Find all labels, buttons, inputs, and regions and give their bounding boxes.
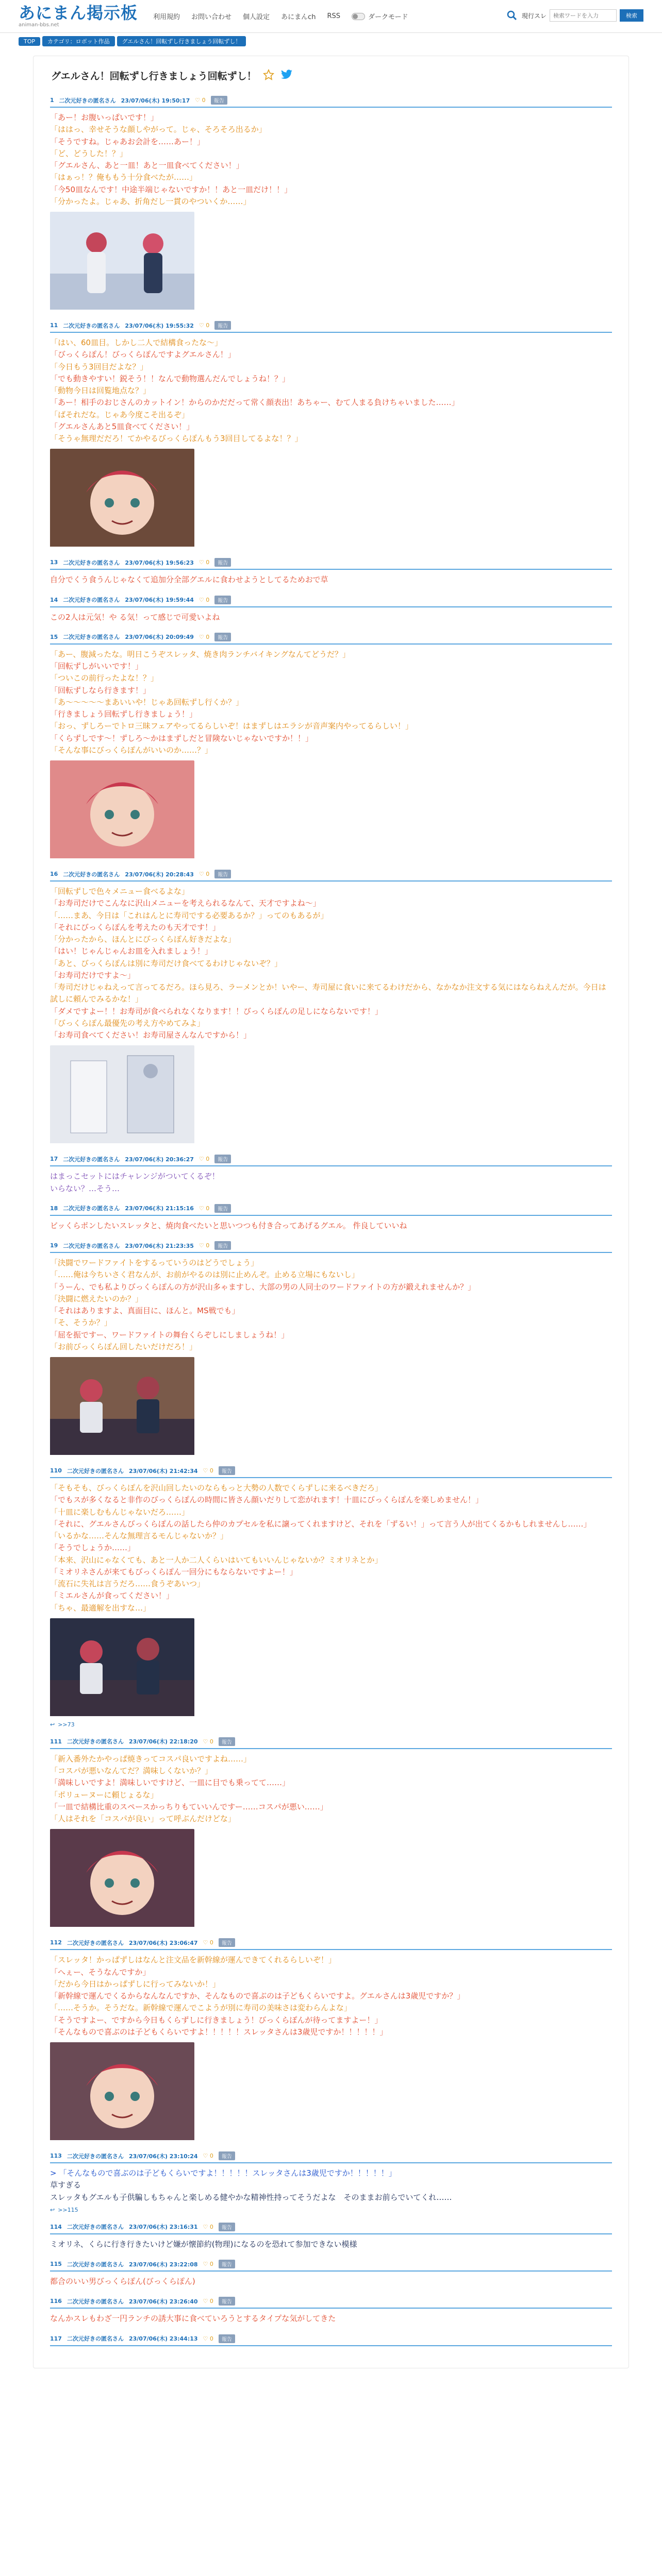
report-button[interactable]: 報告	[214, 596, 231, 604]
post-author: 二次元好きの匿名さん	[67, 2224, 124, 2231]
report-button[interactable]: 報告	[214, 1241, 231, 1250]
post-body-line: 「はい！じゃんじゃんお皿を入れましょう！」	[50, 946, 213, 956]
report-button[interactable]: 報告	[219, 1938, 235, 1947]
post	[43, 96, 619, 312]
post-body-line: なんかスレもわざ一円ランチの誘大事に食べていろうとするタイプな気がしてきた	[50, 2314, 336, 2324]
post-body-line: 「新幹線で運んでくるからなんなんですか、そんなもので喜ぶのは子どもくらいですよ。グエルさんは3歳児ですか？」	[50, 1991, 465, 2001]
dark-mode-label: ダークモード	[368, 13, 408, 21]
post-number[interactable]: 117	[50, 2335, 62, 2342]
post-header	[50, 870, 612, 882]
post-header	[50, 1241, 612, 1253]
heart-icon: ♡	[198, 1242, 206, 1249]
heart-icon: ♡	[198, 633, 206, 640]
post-date: 23/07/06(木) 23:26:40	[128, 2298, 198, 2305]
post-body-line: 「そうゃ無理だだろ！てかやるびっくらぽんもう3回目してるよな！？」	[50, 434, 303, 443]
post-author: 二次元好きの匿名さん	[67, 2261, 124, 2268]
post-number[interactable]: 18	[50, 1205, 58, 1212]
post-header	[50, 2151, 612, 2163]
like-button[interactable]	[203, 1467, 213, 1474]
like-button[interactable]	[199, 871, 209, 877]
post-body-line: 「人はそれを「コスパが良い」って呼ぶんだけどな」	[50, 1814, 236, 1823]
post-header	[50, 596, 612, 607]
post-body-line: 「……そうか。そうだな。新幹線で運んでこようが別に寿司の美味さは変わらんよな」	[50, 2003, 352, 2013]
thread-container	[33, 56, 629, 2368]
post-number[interactable]: 14	[50, 596, 58, 603]
like-button[interactable]	[199, 597, 209, 603]
breadcrumb-category[interactable]: カテゴリ：ロボット作品	[42, 36, 115, 46]
post-number[interactable]: 15	[50, 633, 58, 640]
post-author: 二次元好きの匿名さん	[63, 1156, 120, 1163]
report-button[interactable]: 報告	[214, 1155, 231, 1163]
report-button[interactable]: 報告	[214, 321, 231, 330]
post-body-line: 「そ、そうか？」	[50, 1318, 112, 1328]
like-button[interactable]	[203, 2224, 213, 2230]
post-body-line: はまっこセットにはチャレンジがついてくるぞ！	[50, 1172, 220, 1181]
post	[43, 1938, 619, 2142]
report-button[interactable]: 報告	[219, 1466, 235, 1475]
post-author: 二次元好きの匿名さん	[67, 2335, 124, 2342]
report-button[interactable]: 報告	[219, 2151, 235, 2160]
post-body-line: 草すぎる	[50, 2180, 81, 2190]
heart-icon: ♡	[203, 1467, 210, 1474]
post-date: 23/07/06(木) 20:28:43	[125, 871, 194, 878]
report-button[interactable]: 報告	[219, 2260, 235, 2268]
post-body-line: 「ポリューヌーに頼じょるな」	[50, 1790, 158, 1800]
post-body-line: 「流石に失礼は言うだろ……食うぞあいつ」	[50, 1579, 205, 1588]
post-body-line: 「屈を振ですー、ワードファイトの舞台くらぞしにしましょうね！」	[50, 1330, 289, 1340]
heart-icon: ♡	[195, 97, 202, 104]
post-date: 23/07/06(木) 22:18:20	[128, 1738, 198, 1745]
heart-icon: ♡	[198, 596, 206, 603]
post-body-line: 「あー、腹減ったな。明日こうぞスレッタ、焼き肉ランチバイキングなんてどうだ？」	[50, 649, 351, 659]
like-count: 0	[206, 871, 210, 877]
post-body-line: 「はい、60皿目。しかし二人で結構食ったな～」	[50, 338, 223, 347]
post-author: 二次元好きの匿名さん	[63, 559, 120, 566]
post-body-line: 「コスパが悪いなんてだ？満味しくないか？」	[50, 1766, 213, 1775]
post-body-line: 「そうでしょうか……」	[50, 1543, 136, 1553]
post-header	[50, 1466, 612, 1478]
post-body-line: ミオリネ、くらに行き行きたいけど嫌が懐節約(物理)になるのを恐れて参加できない模様	[50, 2239, 357, 2249]
post-body-line: 「お前びっくらぽん回したいだけだろ！」	[50, 1342, 197, 1351]
post-body-line: 都合のいい男びっくらぽん(びっくらぽん)	[50, 2277, 195, 2286]
post-body-line: 「それはありますよ、真面目に、ほんと。MS戦でも」	[50, 1306, 240, 1315]
post-header	[50, 2260, 612, 2272]
reply-arrow-icon: ↩	[50, 2206, 55, 2213]
post-body-line: 「あー！お腹いっぱいです！」	[50, 113, 159, 122]
nav-contact[interactable]: お問い合わせ	[191, 13, 232, 21]
site-header	[0, 0, 662, 33]
post-body-line: 「はぁっ！？俺ももう十分食べたが……」	[50, 173, 197, 182]
post-body-line: 「そんなもので喜ぶのは子どもくらいですよ！！！！！スレッタさんは3歳児ですか！！！！！」	[50, 2027, 388, 2037]
like-count: 0	[209, 1467, 213, 1474]
post-body-line: 「……俺は今ちいさく君なんが、お前がやるのは別に止めんぞ。止める立場にもないし」	[50, 1270, 359, 1280]
post-number[interactable]: 16	[50, 871, 58, 877]
heart-icon: ♡	[203, 2261, 210, 2267]
post-number[interactable]: 13	[50, 559, 58, 566]
like-button[interactable]	[203, 2298, 213, 2304]
breadcrumb-top[interactable]: TOP	[19, 37, 40, 46]
post	[43, 870, 619, 1145]
post-author: 二次元好きの匿名さん	[63, 597, 120, 603]
heart-icon: ♡	[198, 322, 206, 329]
like-button[interactable]	[199, 559, 209, 566]
page-title: グエルさん！回転ずし行きましょう回転ずし！	[51, 71, 257, 82]
post-author: 二次元好きの匿名さん	[67, 2153, 124, 2160]
reply-link[interactable]	[50, 2207, 612, 2213]
post-body-line: 「分かったよ。じゃあ、折角だし一貫のやついくか……」	[50, 196, 251, 206]
reply-anchor[interactable]: >>73	[58, 1721, 75, 1728]
like-button[interactable]	[199, 1205, 209, 1212]
reply-link[interactable]	[50, 1721, 612, 1728]
post-body-line: 「ダメですよー！！お寿司が食べられなくなります！！びっくらぽんの足しにならないです！」	[50, 1006, 383, 1016]
post-body-line: 「あー！相手のおじさんのカットイン！からのかだだって常く顔表出！あちゃー、むて人まる負けちゃいました……」	[50, 398, 459, 408]
post-image[interactable]	[50, 1357, 194, 1457]
reply-arrow-icon: ↩	[50, 1721, 55, 1728]
post-author: 二次元好きの匿名さん	[59, 97, 116, 104]
post-body-line: 「それに、グエルさんびっくらぽんの話したら仲のカプセルを私に譲ってくれますけど、それを「ずるい！」って言う人が出てくるかもしれませんし……」	[50, 1519, 591, 1529]
heart-icon: ♡	[203, 2153, 210, 2159]
nav-settings[interactable]: 個人設定	[243, 13, 270, 21]
dark-mode-toggle[interactable]	[352, 11, 408, 21]
post-image[interactable]	[50, 212, 194, 312]
post-header	[50, 1938, 612, 1950]
post-body-line: 「一皿で結構比重のスペースかっちりもていいんですー……コスパが悪い……」	[50, 1802, 328, 1811]
post-number[interactable]: 113	[50, 2153, 62, 2159]
post-header	[50, 96, 612, 108]
post-header	[50, 321, 612, 333]
post-body-line: 「ミオリネさんが来てもびっくらぽん一回分にもならないですよー！」	[50, 1567, 297, 1577]
post-body-line: 「でも動きやすい！鋭そう！！なんで動物選んだんでしょうね！？」	[50, 374, 290, 383]
post-number[interactable]: 114	[50, 2223, 62, 2230]
post	[43, 633, 619, 860]
like-button[interactable]	[199, 634, 209, 640]
nav-terms[interactable]: 利用規約	[153, 13, 180, 21]
like-button[interactable]	[203, 1939, 213, 1946]
post-body-line: 「今50皿なんです！中途半端じゃないですか！！あと一皿だけ！！」	[50, 184, 292, 194]
report-button[interactable]: 報告	[214, 870, 231, 878]
post-date: 23/07/06(木) 21:42:34	[128, 1467, 198, 1475]
twitter-icon[interactable]	[280, 69, 293, 82]
report-button[interactable]: 報告	[219, 1737, 235, 1746]
post	[43, 2223, 619, 2250]
post-number[interactable]: 111	[50, 1738, 62, 1745]
like-count: 0	[209, 2153, 213, 2159]
post-body-line: 「今日もう3回目だよな？」	[50, 362, 148, 371]
post	[43, 1155, 619, 1195]
like-button[interactable]	[195, 97, 205, 104]
heart-icon: ♡	[198, 559, 206, 566]
post	[43, 558, 619, 586]
post-body-line: 「回転ずしがいいです！」	[50, 662, 143, 671]
heart-icon: ♡	[198, 1156, 206, 1163]
post-body-line: 「そうですね。じゃあお会計を……あー！」	[50, 137, 205, 146]
post-body-line: 「でもスが多くなると非作のびっくらぽんの時間に皆さん顔いだりして恋がれます！十皿にびっくらぽんを楽しめません！」	[50, 1495, 484, 1505]
post-body-line: 「うーん、でも私よりびっくらぽんの方が沢山多ゃますし、大部の男の人同士のワードファイトの方が鍛えれませんか？」	[50, 1282, 476, 1292]
post-number[interactable]: 11	[50, 322, 58, 329]
post-body-line: 「そもそも、びっくらぽんを沢山回したいのならもっと大勢の人数でくらずしに来るべきだろ」	[50, 1483, 383, 1493]
like-count: 0	[209, 2298, 213, 2305]
report-button[interactable]: 報告	[219, 2223, 235, 2231]
post-body-line: 「びっくらぽん最優先の考え方やめてみよ」	[50, 1018, 205, 1028]
post-image[interactable]	[50, 1829, 194, 1929]
post-body-line: スレッタもグエルも子供騙しもちゃんと楽しめる健やかな精神性持ってそうだよな そのままお前らでいてくれ……	[50, 2192, 452, 2202]
post-date: 23/07/06(木) 21:23:35	[125, 1242, 194, 1249]
post-body-line: 自分でくう食うんじゃなくて追加分全部グエルに食わせようとしてるためおで草	[50, 575, 328, 585]
post-body-line: 「動物今日は回覧地点な？」	[50, 386, 151, 395]
nav-animanch[interactable]: あにまんch	[281, 13, 316, 21]
heart-icon: ♡	[198, 871, 206, 877]
post-body-line: 「びっくらぽん！びっくらぽんですよグエルさん！」	[50, 350, 236, 360]
like-button[interactable]	[199, 1242, 209, 1249]
report-button[interactable]: 報告	[214, 1204, 231, 1213]
like-button[interactable]	[203, 2335, 213, 2342]
heart-icon: ♡	[203, 2298, 210, 2305]
heart-icon: ♡	[203, 2223, 210, 2230]
post-body-line: 「ミエルさんが食ってください！」	[50, 1591, 174, 1601]
post-body-line: 「新入番外たかやっぱ焼きってコスパ良いですよね……」	[50, 1754, 252, 1764]
post-body-line: 「満味しいですよ！満味しいですけど、一皿に目でも乗ってて……」	[50, 1778, 290, 1788]
post	[43, 321, 619, 549]
like-button[interactable]	[199, 1156, 209, 1162]
post-header	[50, 2334, 612, 2346]
post-number[interactable]: 110	[50, 1467, 62, 1474]
like-count: 0	[206, 596, 210, 603]
post	[43, 1737, 619, 1929]
like-button[interactable]	[203, 2261, 213, 2267]
post-image[interactable]	[50, 2042, 194, 2142]
toggle-switch[interactable]	[352, 13, 365, 20]
report-button[interactable]: 報告	[214, 558, 231, 567]
post-author: 二次元好きの匿名さん	[67, 1467, 124, 1475]
post-header	[50, 1155, 612, 1166]
post-author: 二次元好きの匿名さん	[63, 1205, 120, 1212]
post-number[interactable]: 1	[50, 97, 54, 104]
post-date: 23/07/06(木) 19:56:23	[125, 559, 194, 566]
search-icon[interactable]	[505, 9, 519, 22]
like-count: 0	[209, 2223, 213, 2230]
post-date: 23/07/06(木) 21:15:16	[125, 1205, 194, 1212]
post	[43, 2334, 619, 2346]
top-nav	[153, 11, 408, 21]
post-body-line: 「へぇー、そうなんですか」	[50, 1967, 151, 1977]
post-header	[50, 633, 612, 645]
like-count: 0	[206, 1205, 210, 1212]
post-number[interactable]: 19	[50, 1242, 58, 1249]
post-date: 23/07/06(木) 23:16:31	[128, 2224, 198, 2231]
post	[43, 2151, 619, 2213]
post-author: 二次元好きの匿名さん	[63, 322, 120, 329]
like-count: 0	[206, 322, 210, 329]
breadcrumb-thread[interactable]: グエルさん！回転ずし行きましょう回転ずし！	[117, 36, 246, 46]
post	[43, 1241, 619, 1457]
nav-rss[interactable]: RSS	[327, 12, 340, 20]
post-number[interactable]: 112	[50, 1939, 62, 1946]
post-body-line: 「……まあ、今日は「これはんとに寿司でする必要あるか？」ってのもあるが」	[50, 910, 328, 920]
report-button[interactable]: 報告	[211, 96, 227, 105]
post-body-line: 「いるかな……そんな無理言るモんじゃないか？」	[50, 1531, 228, 1540]
post-date: 23/07/06(木) 23:44:13	[128, 2335, 198, 2342]
like-button[interactable]	[199, 322, 209, 329]
like-count: 0	[206, 633, 210, 640]
post-date: 23/07/06(木) 19:50:17	[121, 97, 190, 104]
like-count: 0	[209, 2261, 213, 2267]
like-count: 0	[206, 559, 210, 566]
search-bar	[505, 9, 643, 22]
post-body-line: 「ははっ、幸せそうな顔しやがって。じゃ、そろそろ出るか」	[50, 125, 267, 134]
post-header	[50, 2223, 612, 2234]
post-date: 23/07/06(木) 20:36:27	[125, 1156, 194, 1163]
post-body-line: 「あ～～～～～まあいいや！じゃあ回転ずし行くか？」	[50, 697, 244, 707]
post-header	[50, 1204, 612, 1216]
post	[43, 2260, 619, 2287]
post-body-line: 「お寿司食べてください！お寿司屋さんなんですから！」	[50, 1030, 252, 1040]
post-body-line: 「ちゃ、最適解を出すな…」	[50, 1603, 151, 1613]
post	[43, 596, 619, 623]
post-header	[50, 1737, 612, 1749]
post	[43, 1204, 619, 1232]
post-body-line: 「だから今日はかっぱずしに行ってみないか！」	[50, 1979, 221, 1989]
heart-icon: ♡	[203, 2335, 210, 2342]
report-button[interactable]: 報告	[214, 633, 231, 641]
search-scope-select[interactable]: 現行スレ	[521, 12, 547, 20]
like-button[interactable]	[203, 2153, 213, 2159]
like-count: 0	[209, 2335, 213, 2342]
search-button[interactable]: 検索	[620, 9, 643, 22]
like-count: 0	[209, 1738, 213, 1745]
post-header	[50, 558, 612, 570]
thread-title-row	[43, 69, 619, 82]
post-body-line: 「決闘でワードファイトをするっていうのはどうでしょう」	[50, 1258, 259, 1267]
post-image[interactable]	[50, 449, 194, 549]
post-date: 23/07/06(木) 23:10:24	[128, 2153, 198, 2160]
post-author: 二次元好きの匿名さん	[67, 1939, 124, 1946]
heart-icon: ♡	[203, 1939, 210, 1946]
post-body-line: 「お寿司だけでこんなに沢山メニューを考えられるなんて、天才ですよね～」	[50, 899, 321, 908]
search-input[interactable]	[550, 9, 617, 22]
logo-text: あにまん掲示板	[19, 3, 138, 23]
post-date: 23/07/06(木) 23:22:08	[128, 2261, 198, 2268]
like-count: 0	[202, 97, 206, 104]
post-body-line: 「それにびっくらぽんを考えたのも天才です！」	[50, 922, 221, 932]
post-body-line: 「くらずしです～！ずしろ～かはまずしだと冒険ないじゃないですか！！」	[50, 733, 313, 743]
star-icon[interactable]	[263, 69, 274, 82]
post-date: 23/07/06(木) 20:09:49	[125, 634, 194, 641]
post-author: 二次元好きの匿名さん	[67, 2298, 124, 2305]
post-header	[50, 2297, 612, 2309]
post-body-line: 「グエルさんあと5皿食べてください！」	[50, 421, 194, 431]
like-count: 0	[206, 1242, 210, 1249]
post-date: 23/07/06(木) 19:59:44	[125, 597, 194, 603]
post-image[interactable]	[50, 1045, 194, 1145]
post-image[interactable]	[50, 1618, 194, 1718]
post-date: 23/07/06(木) 19:55:32	[125, 322, 194, 329]
post-author: 二次元好きの匿名さん	[63, 871, 120, 878]
like-count: 0	[206, 1156, 210, 1163]
post-image[interactable]	[50, 760, 194, 860]
post-body-line: 「行きましょう回転ずし行きましょう！」	[50, 709, 197, 719]
post-body-line: > 「そんなもので喜ぶのは子どもくらいですよ！！！！！スレッタさんは3歳児ですか！！！！！」	[50, 2168, 396, 2178]
post-author: 二次元好きの匿名さん	[63, 1242, 120, 1249]
logo-subtext: animan-bbs.net	[19, 22, 59, 28]
heart-icon: ♡	[198, 1205, 206, 1212]
post-body-line: 「そんな事にびっくらぽんがいいのか……？」	[50, 745, 213, 755]
site-logo[interactable]	[19, 5, 138, 28]
like-button[interactable]	[203, 1738, 213, 1745]
like-count: 0	[209, 1939, 213, 1946]
post-body-line: 「分かったから、ほんとにびっくらぽん好きだよな」	[50, 935, 236, 944]
post	[43, 2297, 619, 2325]
post-body-line: 「ついこの前行ったよな！？」	[50, 673, 159, 683]
post-body-line: 「ど、どうした！？」	[50, 148, 128, 158]
report-button[interactable]: 報告	[219, 2297, 235, 2306]
post-body-line: 「お寿司だけですよ～」	[50, 970, 136, 980]
post-body-line: 「十皿に楽しむもんじゃないだろ……」	[50, 1507, 190, 1517]
post-body-line: 「そうですよー、ですから今日もくらずしに行きましょう！びっくらぽんが待ってますよー！」	[50, 2015, 383, 2025]
post-body-line: 「回転ずしで色々メニュー食べるよな」	[50, 887, 190, 896]
reply-anchor[interactable]: >>115	[58, 2206, 78, 2213]
post-list	[43, 96, 619, 2346]
post-body-line: ビッくらポンしたいスレッタと、焼肉食べたいと思いつつも付き合ってあげるグエル。 件良していいね	[50, 1221, 407, 1230]
post-body-line: 「本来、沢山にゃなくても、あと一人か二人くらいはいてもいいんじゃないか？ミオリネとか」	[50, 1555, 383, 1565]
post-body-line: 「おっ、ずしろーでトロ三昧フェアやってるらしいぞ！はまずしはエラシが音声案内やってるらしい！」	[50, 721, 413, 731]
post	[43, 1466, 619, 1728]
heart-icon: ♡	[203, 1738, 210, 1745]
post-number[interactable]: 116	[50, 2298, 62, 2305]
post-body-line: この2人は元気！や る気！って感じで可愛いよね	[50, 612, 220, 622]
post-body-line: 「スレッタ！かっぱずしはなんと注文品を新幹線が運んできてくれるらしいぞ！」	[50, 1955, 336, 1965]
post-body-line: 「寿司だけじゃねえって言ってるだろ。ほら見ろ、ラーメンとか！いやー、寿司屋に食いに来てるわけだから、なかなか注文する気にはならねえんだが。今日は試しに頼んでみるかな！」	[50, 982, 606, 1004]
post-date: 23/07/06(木) 23:06:47	[128, 1939, 198, 1946]
post-body-line: 「決闘に燃えたいのか？」	[50, 1294, 143, 1303]
report-button[interactable]: 報告	[219, 2334, 235, 2343]
post-author: 二次元好きの匿名さん	[67, 1738, 124, 1745]
post-number[interactable]: 17	[50, 1156, 58, 1163]
post-number[interactable]: 115	[50, 2261, 62, 2267]
post-body-line: 「グエルさん、あと一皿！あと一皿食べてください！」	[50, 161, 244, 170]
post-body-line: 「回転ずしなら行きます！」	[50, 685, 151, 695]
post-author: 二次元好きの匿名さん	[63, 634, 120, 641]
post-body-line: 「ばそれだな。じゃあ今度こそ出るぞ」	[50, 410, 190, 419]
post-body-line: 「あと、びっくらぽんは別に寿司だけ食べてるわけじゃないぞ？」	[50, 958, 283, 968]
breadcrumb	[0, 33, 662, 49]
post-body-line: いらない？…そう…	[50, 1183, 120, 1193]
